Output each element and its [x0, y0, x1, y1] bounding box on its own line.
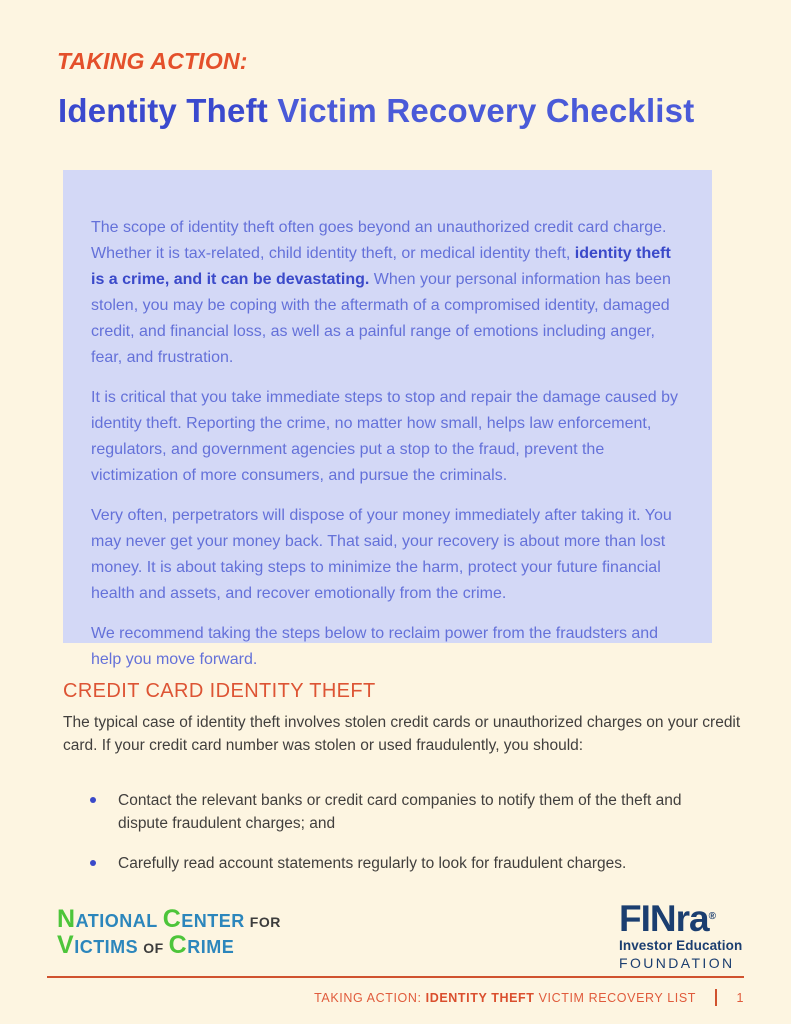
- ncvc-text: RIME: [187, 937, 235, 957]
- intro-paragraph-4: We recommend taking the steps below to reclaim power from the fraudsters and help you move forward.: [91, 625, 659, 668]
- page-title-bold: Identity Theft: [58, 92, 268, 129]
- ncvc-letter: V: [57, 931, 75, 959]
- registered-trademark-icon: ®: [708, 911, 715, 922]
- ncvc-text: ATIONAL: [75, 911, 158, 931]
- intro-highlight-box: [63, 170, 712, 668]
- finra-wordmark: [619, 898, 742, 939]
- list-item: [90, 789, 720, 835]
- intro-paragraph-1-bold: identity theft is a crime, and it can be devastating.: [91, 245, 671, 288]
- footer-title-bold: IDENTITY THEFT: [425, 990, 535, 1005]
- ncvc-text: ICTIMS: [74, 937, 139, 957]
- intro-paragraph-3: Very often, perpetrators will dispose of your money immediately after taking it. You may never get your money back. That said, your recovery is about more than lost money. It is about taking steps to minimize the harm, protect your future financial health and assets, and recover emotionally from the crime.: [91, 507, 672, 602]
- ncvc-letter: N: [57, 905, 76, 933]
- intro-paragraph-1-end: When your personal information has been stolen, you may be coping with the aftermath of a compromised identity, damaged credit, and financial loss, as well as a painful range of emotions including anger, fear, and frustration.: [91, 271, 671, 366]
- finra-wordmark-text: FINra: [619, 898, 709, 939]
- ncvc-text: FOR: [249, 914, 281, 930]
- ncvc-logo: [57, 905, 281, 960]
- bullet-text: Contact the relevant banks or credit card companies to notify them of the theft and dispute fraudulent charges; and: [118, 792, 682, 832]
- footer-title-end: VICTIM RECOVERY LIST: [534, 990, 696, 1005]
- bullet-list: [90, 789, 720, 892]
- page-number: 1: [736, 990, 744, 1005]
- bullet-text: Carefully read account statements regularly to look for fraudulent charges.: [118, 855, 627, 872]
- ncvc-logo-line-2: [57, 931, 281, 960]
- ncvc-letter: C: [162, 905, 182, 933]
- list-item: [90, 852, 720, 875]
- ncvc-letter: C: [168, 931, 188, 959]
- page-title-rest: Victim Recovery Checklist: [267, 92, 695, 129]
- footer-title-start: TAKING ACTION:: [314, 990, 426, 1005]
- finra-investor-education-label: Investor Education: [619, 938, 743, 953]
- page-title: [58, 92, 694, 130]
- bullet-icon: [90, 797, 96, 803]
- kicker-heading: TAKING ACTION:: [57, 48, 248, 74]
- ncvc-text: ENTER: [181, 911, 245, 931]
- finra-logo: [619, 898, 743, 971]
- footer-vertical-divider: [715, 989, 717, 1006]
- intro-paragraph-2: It is critical that you take immediate steps to stop and repair the damage caused by identity theft. Reporting the crime, no matter how small, helps law enforcement, regulators, and government agencies put a stop to the fraud, prevent the victimization of more consumers, and pursue the criminals.: [91, 389, 678, 484]
- intro-paragraph-1-start: The scope of identity theft often goes beyond an unauthorized credit card charge. Whether it is tax-related, child identity theft, or medical identity theft,: [91, 219, 667, 262]
- footer-running-title: [314, 989, 744, 1006]
- footer-divider-rule: [47, 976, 744, 978]
- ncvc-text: OF: [143, 940, 164, 956]
- section-heading: CREDIT CARD IDENTITY THEFT: [63, 680, 376, 702]
- section-intro-text: The typical case of identity theft involves stolen credit cards or unauthorized charges on your credit card. If your credit card number was stolen or used fraudulently, you should:: [63, 714, 741, 754]
- bullet-icon: [90, 860, 96, 866]
- finra-foundation-label: FOUNDATION: [619, 955, 735, 971]
- intro-paragraph-1: [91, 215, 684, 371]
